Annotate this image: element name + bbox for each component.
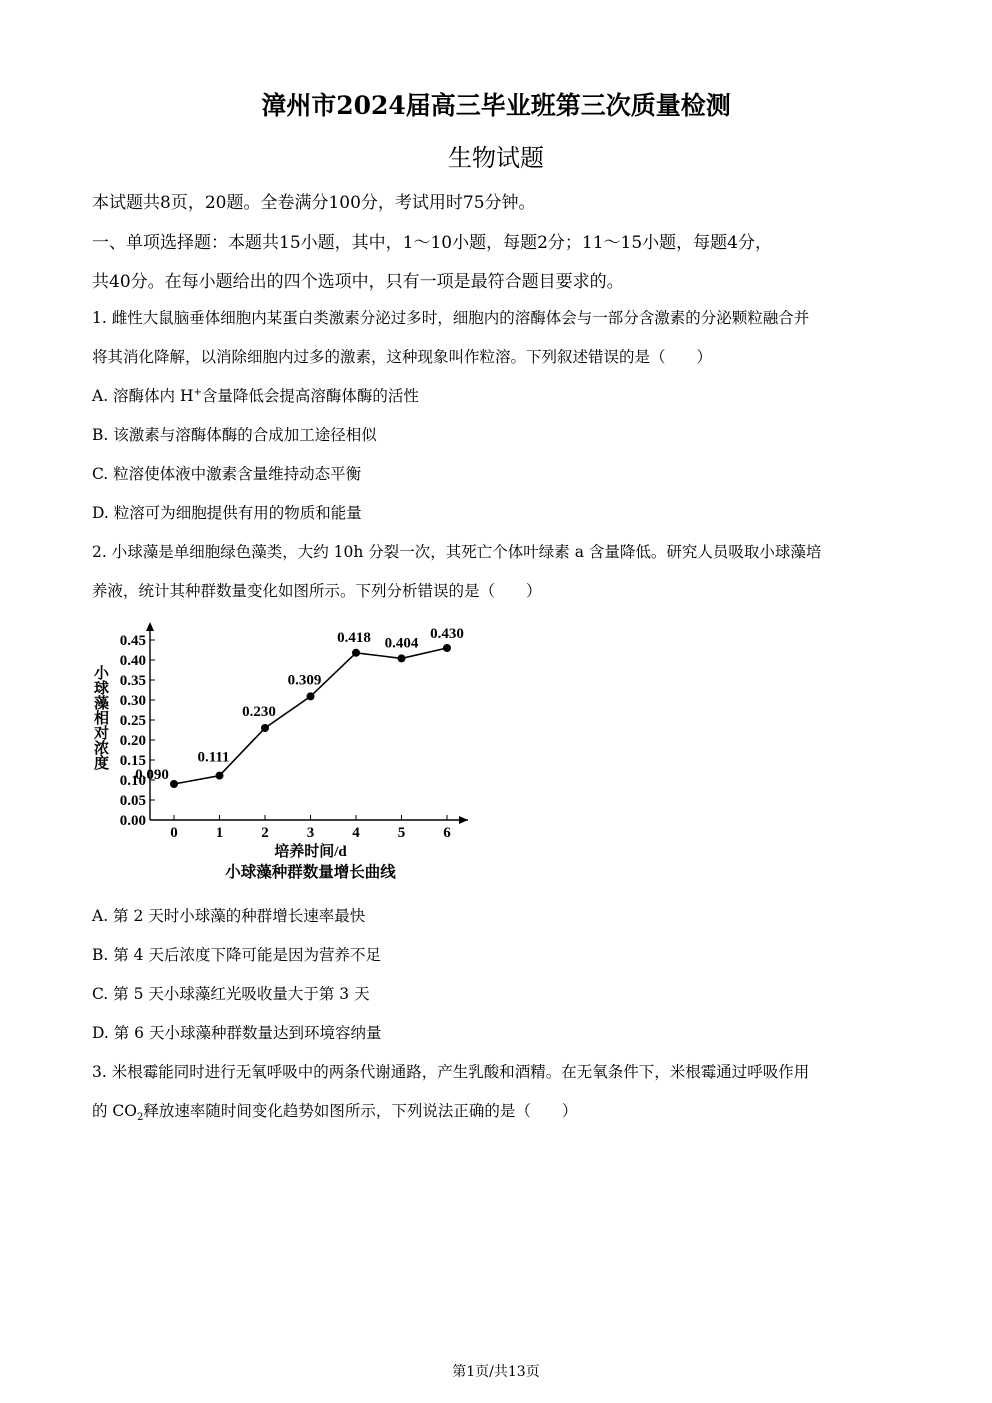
q2-option-b: B. 第 4 天后浓度下降可能是因为营养不足	[92, 946, 381, 964]
x-axis-arrow	[459, 816, 468, 824]
page-footer: 第1页/共13页	[452, 1364, 540, 1380]
x-ticks	[170, 815, 451, 841]
co2-subscript: 2	[137, 1112, 144, 1124]
y-tick-label: 0.25	[119, 713, 146, 729]
data-point	[216, 772, 224, 780]
q1-stem-line2: 将其消化降解，以消除细胞内过多的激素，这种现象叫作粒溶。下列叙述错误的是（ ）	[92, 348, 713, 366]
section-instructions-line1: 一、单项选择题：本题共15小题，其中，1～10小题，每题2分；11～15小题，每题4分，	[92, 233, 772, 253]
data-point	[443, 644, 451, 652]
q1-option-c: C. 粒溶使体液中激素含量维持动态平衡	[92, 465, 362, 483]
q1-option-d: D. 粒溶可为细胞提供有用的物质和能量	[92, 504, 362, 522]
data-point	[261, 724, 269, 732]
data-point	[307, 692, 315, 700]
q1-option-a-text: A. 溶酶体内 H	[92, 387, 194, 405]
q2-option-a: A. 第 2 天时小球藻的种群增长速率最快	[92, 907, 366, 925]
y-tick-label: 0.20	[119, 733, 146, 749]
h-plus-superscript: +	[193, 386, 202, 398]
paper-subtitle: 生物试题	[448, 144, 544, 172]
data-label: 0.309	[287, 672, 322, 689]
y-axis-label: 小球藻相对浓度	[92, 665, 108, 770]
y-axis-arrow	[146, 622, 154, 631]
q2-stem-line1: 2. 小球藻是单细胞绿色藻类，大约 10h 分裂一次，其死亡个体叶绿素 a 含量降低。研究人员吸取小球藻培	[92, 543, 822, 561]
q2-option-d: D. 第 6 天小球藻种群数量达到环境容纳量	[92, 1024, 382, 1042]
y-tick-label: 0.10	[119, 773, 146, 789]
y-tick-label: 0.30	[119, 693, 146, 709]
data-point	[398, 654, 406, 662]
paper-title: 漳州市2024届高三毕业班第三次质量检测	[261, 91, 731, 120]
x-tick-label: 4	[352, 825, 360, 841]
data-label: 0.090	[135, 767, 169, 783]
q1-option-b: B. 该激素与溶酶体酶的合成加工途径相似	[92, 426, 377, 444]
data-points	[170, 644, 451, 788]
x-tick-label: 6	[443, 825, 451, 841]
q1-stem-line1: 1. 雌性大鼠脑垂体细胞内某蛋白类激素分泌过多时，细胞内的溶酶体会与一部分含激素的分泌颗粒融合并	[92, 309, 810, 327]
q3-stem-line1: 3. 米根霉能同时进行无氧呼吸中的两条代谢通路，产生乳酸和酒精。在无氧条件下，米根霉通过呼吸作用	[92, 1063, 810, 1081]
y-tick-label: 0.40	[119, 653, 146, 669]
chart-svg	[88, 620, 488, 885]
q3-stem-text-rest: 释放速率随时间变化趋势如图所示，下列说法正确的是（ ）	[143, 1102, 578, 1120]
q2-stem-line2: 养液，统计其种群数量变化如图所示。下列分析错误的是（ ）	[92, 582, 542, 600]
data-label: 0.430	[430, 626, 464, 642]
data-point	[170, 780, 178, 788]
y-tick-label: 0.35	[119, 673, 146, 689]
x-axis-label: 培养时间/d	[274, 844, 347, 860]
data-point	[352, 649, 360, 657]
y-tick-label: 0.15	[119, 753, 146, 769]
section-instructions-line2: 共40分。在每小题给出的四个选项中，只有一项是最符合题目要求的。	[92, 272, 624, 292]
x-tick-label: 5	[397, 825, 406, 841]
chart-title: 小球藻种群数量增长曲线	[225, 864, 396, 881]
data-label: 0.111	[197, 749, 230, 766]
q2-option-c: C. 第 5 天小球藻红光吸收量大于第 3 天	[92, 985, 370, 1003]
data-label: 0.404	[384, 635, 419, 652]
q3-stem-line2	[92, 1099, 577, 1123]
x-tick-label: 3	[306, 825, 315, 841]
y-tick-label: 0.00	[119, 813, 146, 829]
q1-option-a	[92, 384, 419, 406]
data-label: 0.230	[242, 704, 276, 720]
data-label: 0.418	[337, 629, 371, 646]
exam-info: 本试题共8页，20题。全卷满分100分，考试用时75分钟。	[92, 193, 536, 213]
x-tick-label: 1	[215, 825, 224, 841]
y-tick-label: 0.05	[119, 793, 146, 809]
x-tick-label: 2	[261, 825, 269, 841]
q3-stem-text: 的 CO	[92, 1102, 137, 1120]
growth-curve-chart	[88, 620, 488, 885]
y-tick-label: 0.45	[119, 633, 146, 649]
q1-option-a-text-rest: 含量降低会提高溶酶体酶的活性	[201, 387, 419, 405]
x-tick-label: 0	[170, 825, 178, 841]
chart-axes	[146, 622, 468, 824]
